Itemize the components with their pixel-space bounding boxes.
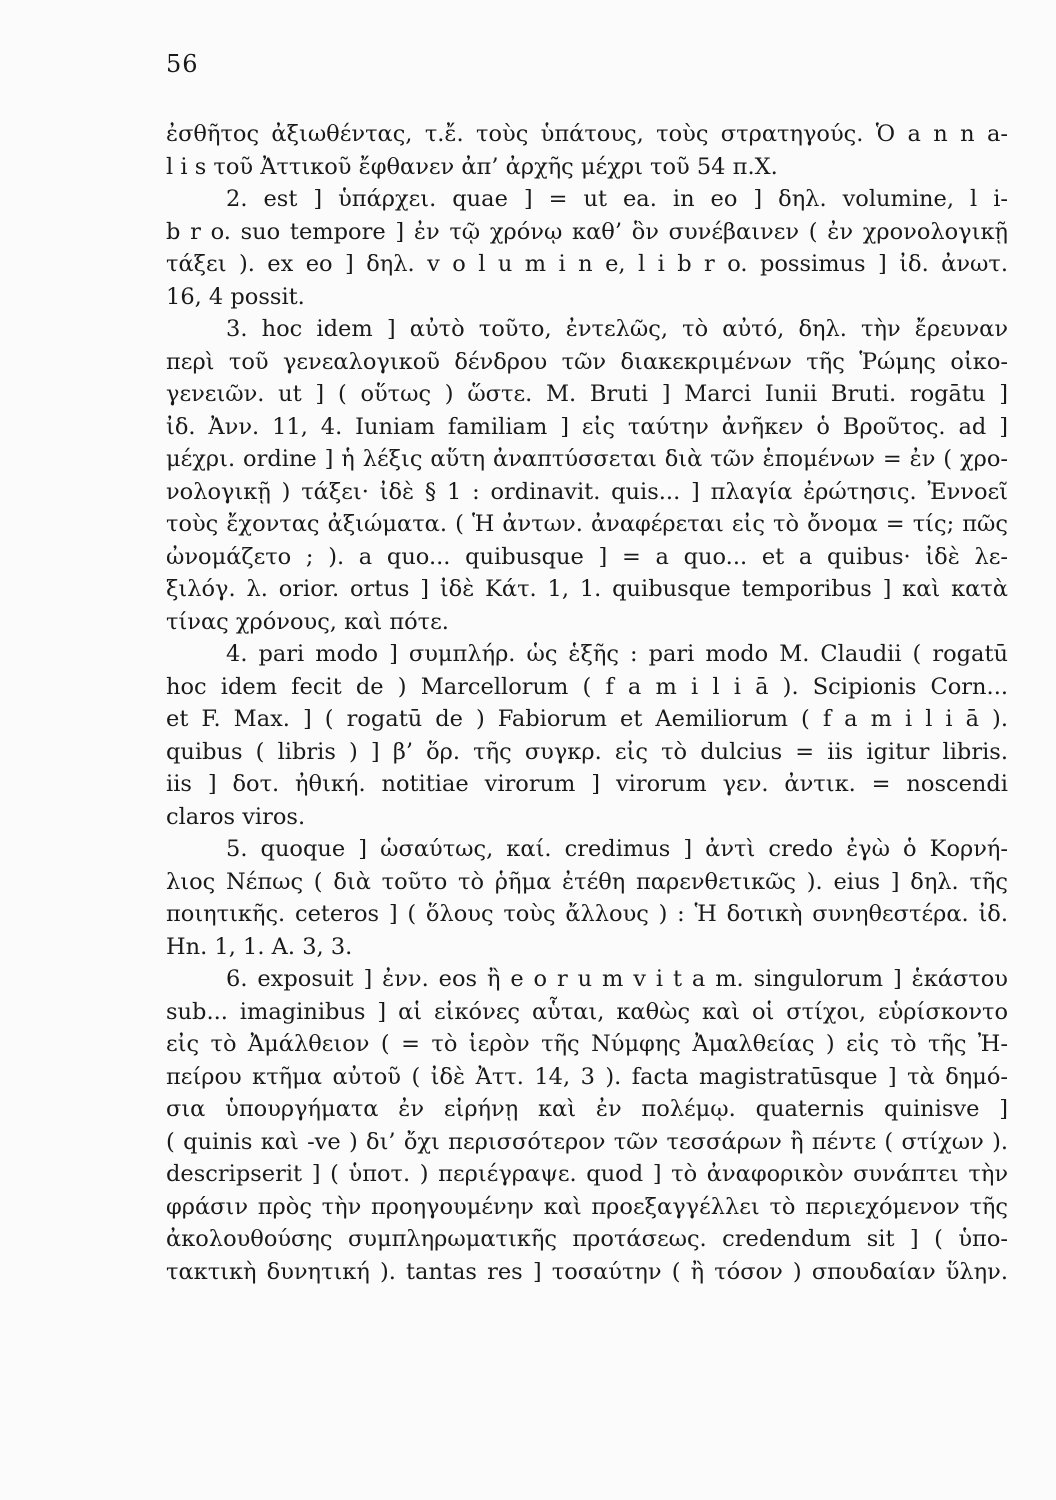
- text-line: 4. pari modo ] συμπλήρ. ὡς ἑξῆς : pari modo M. Claudii ( rogatū: [226, 641, 1008, 667]
- text-line: iis ] δοτ. ἠθική. notitiae virorum ] virorum γεν. ἀντικ. = noscendi: [166, 771, 1008, 797]
- text-line: 2. est ] ὑπάρχει. quae ] = ut ea. in eo ] δηλ. volumine, l i-: [226, 186, 1008, 212]
- text-line: γενειῶν. ut ] ( οὕτως ) ὥστε. M. Bruti ] Marci Iunii Bruti. rogātu ]: [166, 381, 1008, 407]
- text-line: σια ὑπουργήματα ἐν εἰρήνῃ καὶ ἐν πολέμῳ. quaternis quinisve ]: [166, 1096, 1008, 1122]
- text-line: ξιλόγ. λ. orior. ortus ] ἰδὲ Κάτ. 1, 1. quibusque temporibus ] καὶ κατὰ: [166, 576, 1008, 602]
- text-line: ( quinis καὶ -ve ) δι’ ὄχι περισσότερον τῶν τεσσάρων ἢ πέντε ( στίχων ).: [166, 1128, 1008, 1155]
- text-line: μέχρι. ordine ] ἡ λέξις αὕτη ἀναπτύσσεται διὰ τῶν ἑπομένων = ἐν ( χρο-: [166, 446, 1008, 472]
- text-line: hoc idem fecit de ) Marcellorum ( f a m i l i ā ). Scipionis Corn...: [166, 673, 1008, 700]
- text-line: τακτικὴ δυνητική ). tantas res ] τοσαύτην ( ἢ τόσον ) σπουδαίαν ὕλην.: [166, 1258, 1008, 1285]
- text-line: 5. quoque ] ὡσαύτως, καί. credimus ] ἀντὶ credo ἐγὼ ὁ Κορνή-: [226, 836, 1008, 862]
- text-line: ἀκολουθούσης συμπληρωματικῆς προτάσεως. credendum sit ] ( ὑπο-: [166, 1226, 1008, 1252]
- text-line: et F. Max. ] ( rogatū de ) Fabiorum et Aemiliorum ( f a m i l i ā ).: [166, 706, 1008, 732]
- text-line: ἐσθῆτος ἀξιωθέντας, τ.ἔ. τοὺς ὑπάτους, τοὺς στρατηγούς. Ὁ a n n a-: [166, 121, 1008, 147]
- text-line: τάξει ). ex eo ] δηλ. v o l u m i n e, l i b r o. possimus ] ἰδ. ἀνωτ.: [166, 251, 1008, 277]
- text-line: τίνας χρόνους, καὶ πότε.: [166, 608, 449, 635]
- text-line: περὶ τοῦ γενεαλογικοῦ δένδρου τῶν διακεκριμένων τῆς Ῥώμης οἰκο-: [166, 348, 1008, 375]
- text-line: ὠνομάζετο ; ). a quo... quibusque ] = a quo... et a quibus· ἰδὲ λε-: [166, 543, 1008, 570]
- page-number: 56: [166, 50, 199, 78]
- text-line: φράσιν πρὸς τὴν προηγουμένην καὶ προεξαγγέλλει τὸ περιεχόμενον τῆς: [166, 1193, 1008, 1220]
- text-line: 6. exposuit ] ἐνν. eos ἢ e o r u m v i t a m. singulorum ] ἑκάστου: [226, 966, 1008, 992]
- text-line: l i s τοῦ Ἀττικοῦ ἔφθανεν ἀπ’ ἀρχῆς μέχρι τοῦ 54 π.Χ.: [166, 153, 778, 180]
- text-line: descripserit ] ( ὑποτ. ) περιέγραψε. quod ] τὸ ἀναφορικὸν συνάπτει τὴν: [166, 1161, 1008, 1187]
- text-line: claros viros.: [166, 803, 306, 830]
- text-line: νολογικῇ ) τάξει· ἰδὲ § 1 : ordinavit. quis... ] πλαγία ἐρώτησις. Ἐννοεῖ: [166, 478, 1008, 505]
- text-line: λιος Νέπως ( διὰ τοῦτο τὸ ῥῆμα ἐτέθη παρενθετικῶς ). eius ] δηλ. τῆς: [166, 868, 1008, 895]
- text-line: sub... imaginibus ] αἱ εἰκόνες αὗται, καθὼς καὶ οἱ στίχοι, εὑρίσκοντο: [166, 998, 1008, 1025]
- text-line: 3. hoc idem ] αὐτὸ τοῦτο, ἐντελῶς, τὸ αὐτό, δηλ. τὴν ἔρευναν: [226, 316, 1008, 342]
- text-line: ἰδ. Ἀνν. 11, 4. Iuniam familiam ] εἰς ταύτην ἀνῆκεν ὁ Βροῦτος. ad ]: [166, 413, 1008, 440]
- text-line: πείρου κτῆμα αὐτοῦ ( ἰδὲ Ἀττ. 14, 3 ). facta magistratūsque ] τὰ δημό-: [166, 1063, 1008, 1090]
- text-line: ποιητικῆς. ceteros ] ( ὅλους τοὺς ἄλλους ) : Ἡ δοτικὴ συνηθεστέρα. ἰδ.: [166, 901, 1008, 927]
- text-line: b r o. suo tempore ] ἐν τῷ χρόνῳ καθ’ ὃν συνέβαινεν ( ἐν χρονολογικῇ: [166, 218, 1008, 245]
- text-line: εἰς τὸ Ἀμάλθειον ( = τὸ ἱερὸν τῆς Νύμφης Ἀμαλθείας ) εἰς τὸ τῆς Ἠ-: [166, 1031, 1008, 1057]
- text-line: quibus ( libris ) ] β’ ὅρ. τῆς συγκρ. εἰς τὸ dulcius = iis igitur libris.: [166, 738, 1008, 765]
- text-line: 16, 4 possit.: [166, 283, 305, 310]
- commentary-text: [166, 118, 1008, 1288]
- text-line: τοὺς ἔχοντας ἀξιώματα. ( Ἡ ἀντων. ἀναφέρεται εἰς τὸ ὄνομα = τίς; πῶς: [166, 511, 1008, 537]
- text-line: Hn. 1, 1. A. 3, 3.: [166, 933, 353, 960]
